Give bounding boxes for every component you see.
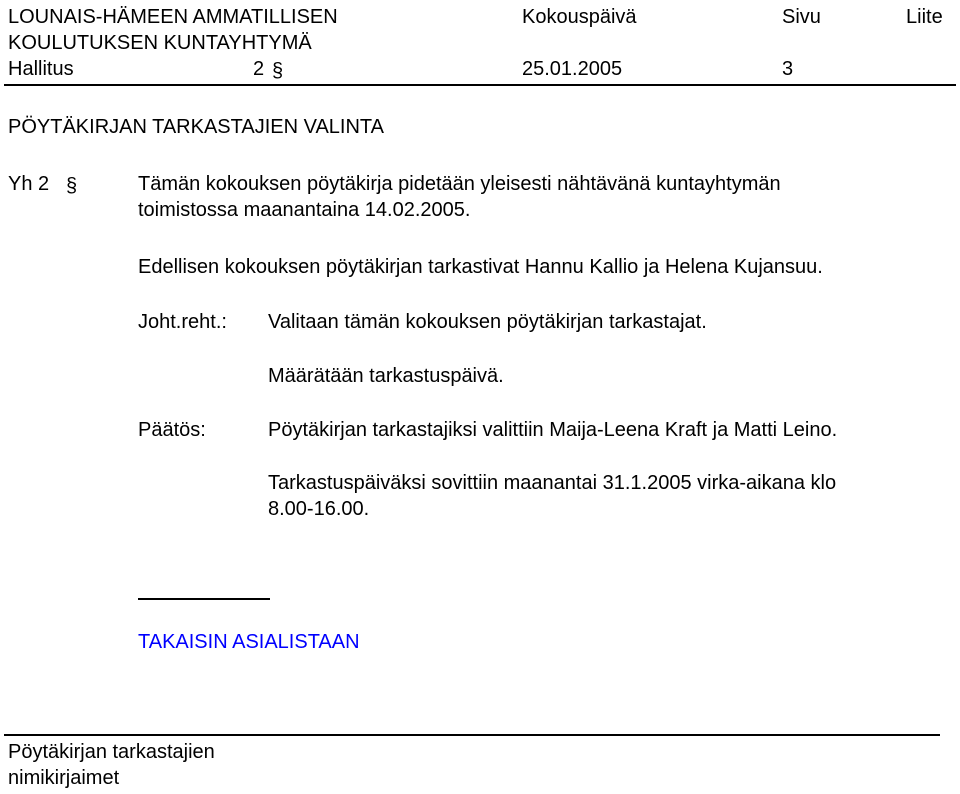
body-name: Hallitus <box>8 58 74 80</box>
proposal-line-1: Valitaan tämän kokouksen pöytäkirjan tarkastajat. <box>268 311 707 333</box>
page-number: 3 <box>782 58 794 80</box>
proposal-label: Joht.reht.: <box>138 311 227 333</box>
header-divider <box>4 84 956 86</box>
section-sign: § <box>272 60 284 82</box>
decision-line-2a: Tarkastuspäiväksi sovittiin maanantai 31.1.2005 virka-aikana klo <box>268 472 837 494</box>
back-to-agenda-link[interactable]: TAKAISIN ASIALISTAAN <box>138 631 360 653</box>
footer-initials-label-line2: nimikirjaimet <box>8 767 120 789</box>
section-ref-label: Yh 2 <box>8 173 50 195</box>
link-separator <box>138 598 270 600</box>
section-number: 2 <box>253 58 265 80</box>
paragraph-1-line-1: Tämän kokouksen pöytäkirja pidetään yleisesti nähtävänä kuntayhtymän <box>138 173 781 195</box>
paragraph-2: Edellisen kokouksen pöytäkirjan tarkastivat Hannu Kallio ja Helena Kujansuu. <box>138 256 823 278</box>
org-name-line2: KOULUTUKSEN KUNTAYHTYMÄ <box>8 32 312 54</box>
paragraph-1-line-2: toimistossa maanantaina 14.02.2005. <box>138 199 471 221</box>
attachment-heading: Liite <box>906 6 943 28</box>
meeting-date: 25.01.2005 <box>522 58 623 80</box>
decision-label: Päätös: <box>138 419 206 441</box>
section-ref-sign: § <box>66 175 78 197</box>
page-heading: Sivu <box>782 6 821 28</box>
page-title: PÖYTÄKIRJAN TARKASTAJIEN VALINTA <box>8 116 385 138</box>
org-name-line1: LOUNAIS-HÄMEEN AMMATILLISEN <box>8 6 338 28</box>
proposal-line-2: Määrätään tarkastuspäivä. <box>268 365 504 387</box>
footer-initials-label-line1: Pöytäkirjan tarkastajien <box>8 741 215 763</box>
footer-divider <box>4 734 940 736</box>
meeting-date-heading: Kokouspäivä <box>522 6 637 28</box>
decision-line-1: Pöytäkirjan tarkastajiksi valittiin Maija-Leena Kraft ja Matti Leino. <box>268 419 838 441</box>
decision-line-2b: 8.00-16.00. <box>268 498 370 520</box>
